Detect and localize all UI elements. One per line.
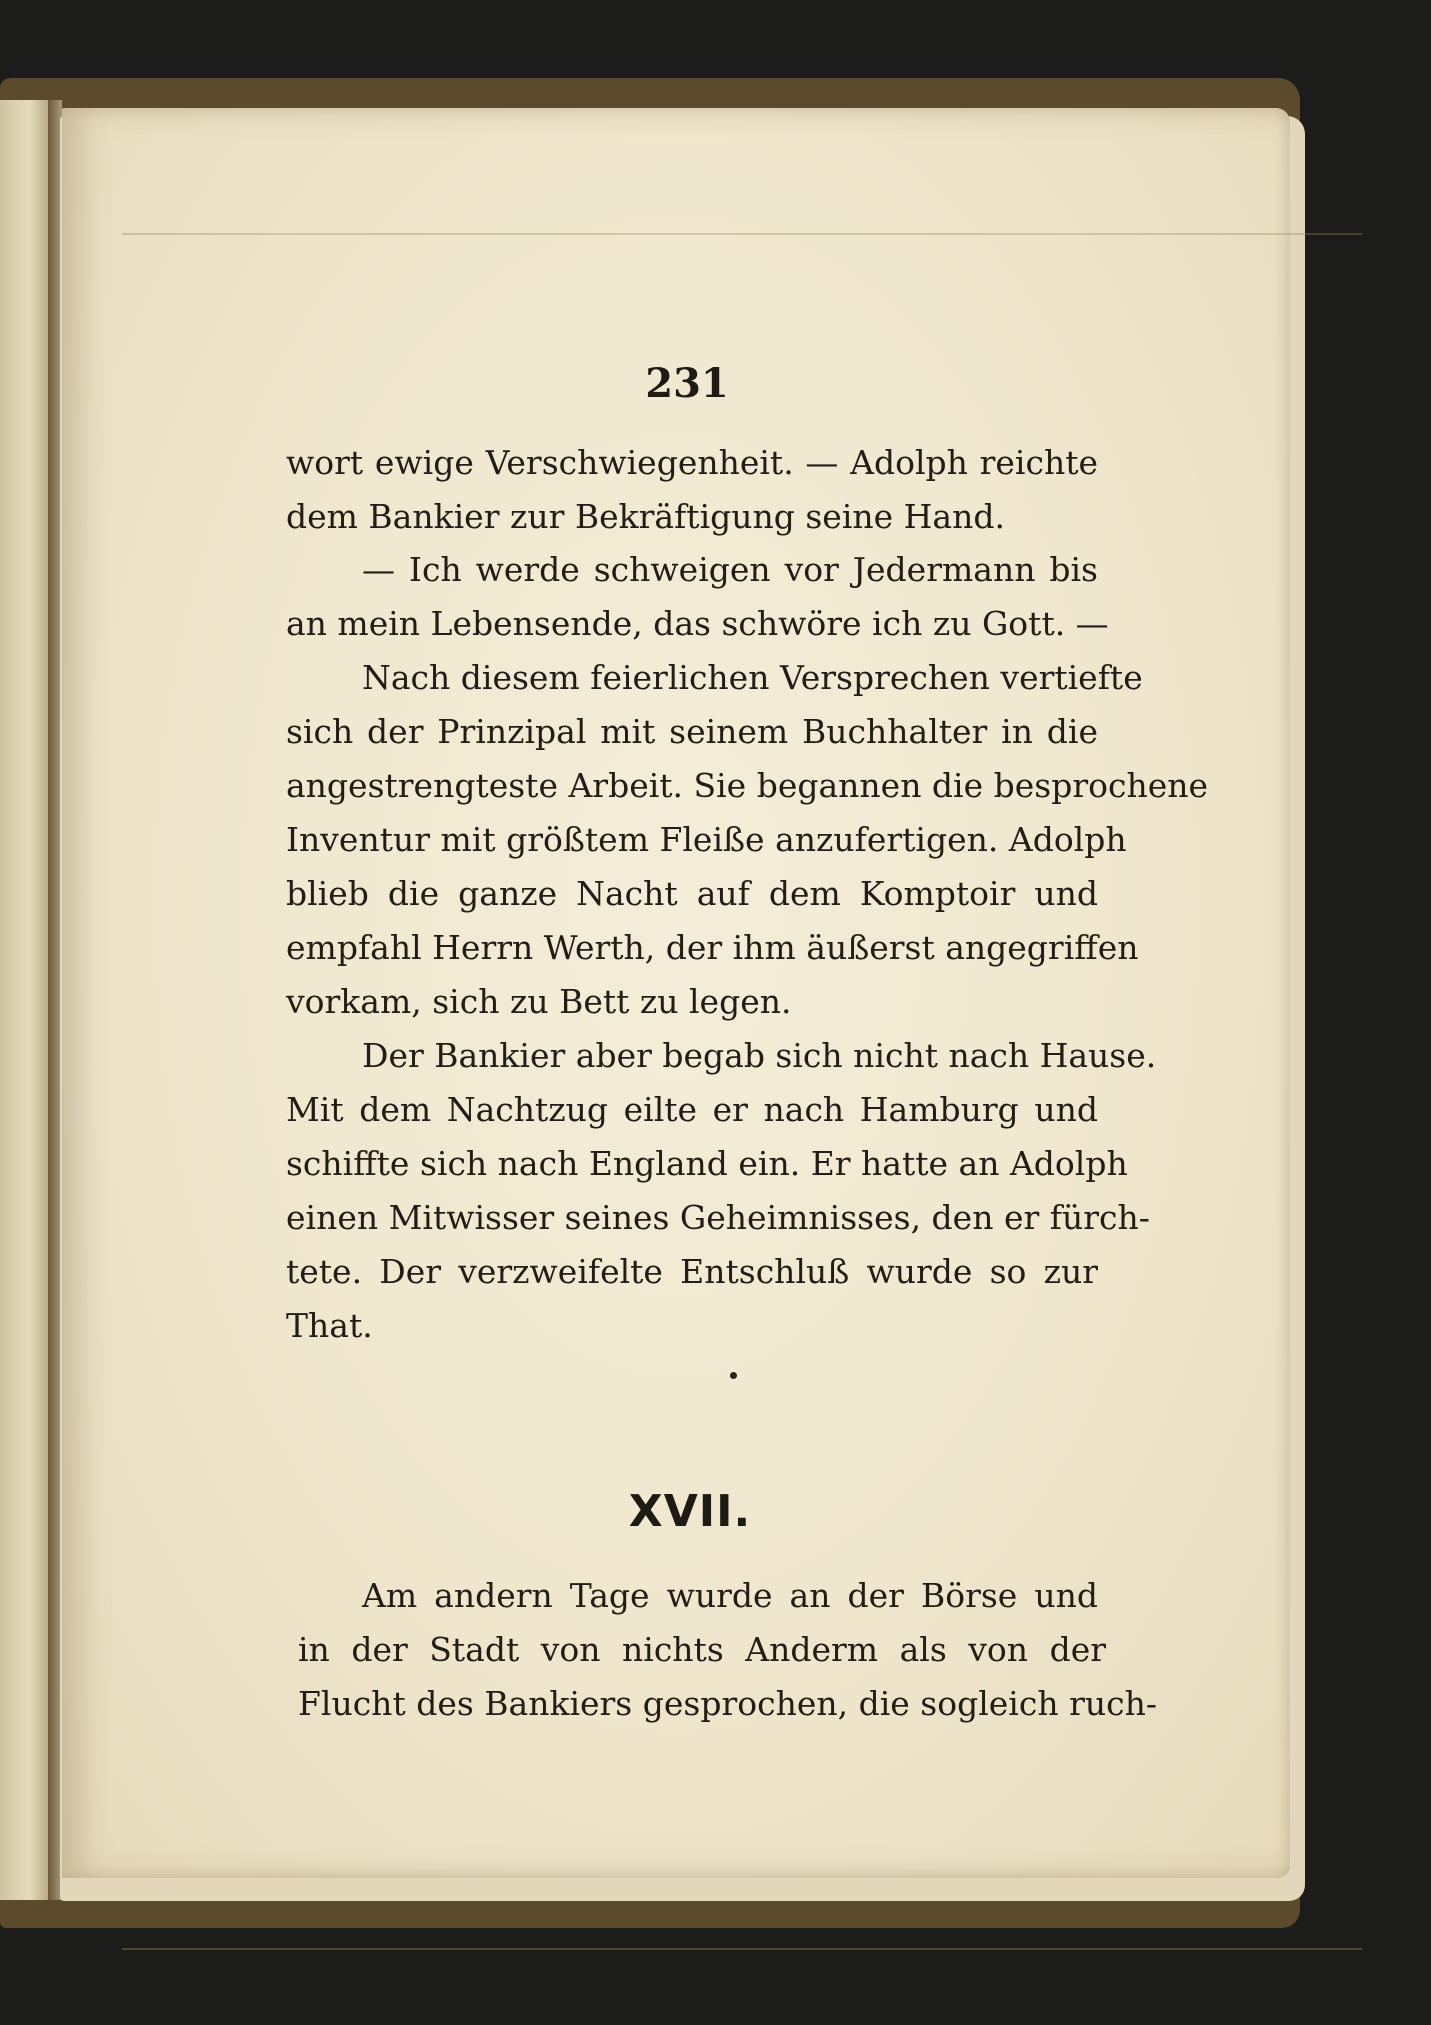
text-line: — Ich werde schweigen vor Jedermann bis bbox=[362, 550, 1098, 589]
text-line: wort ewige Verschwiegenheit. — Adolph reichte bbox=[286, 443, 1098, 482]
left-page-edge bbox=[0, 100, 50, 1900]
text-line: einen Mitwisser seines Geheimnisses, den er fürch- bbox=[286, 1198, 1150, 1237]
text-line: in der Stadt von nichts Anderm als von der bbox=[298, 1630, 1106, 1669]
text-line: an mein Lebensende, das schwöre ich zu Gott. — bbox=[286, 604, 1109, 643]
text-line: schiffte sich nach England ein. Er hatte an Adolph bbox=[286, 1144, 1128, 1183]
text-line: Mit dem Nachtzug eilte er nach Hamburg und bbox=[286, 1090, 1098, 1129]
text-line: empfahl Herrn Werth, der ihm äußerst angegriffen bbox=[286, 928, 1139, 967]
text-line: angestrengteste Arbeit. Sie begannen die besprochene bbox=[286, 766, 1209, 805]
text-line: Nach diesem feierlichen Versprechen vertiefte bbox=[362, 658, 1143, 697]
text-line: That. bbox=[286, 1306, 373, 1345]
page-fold-line bbox=[122, 233, 1362, 235]
text-line: Flucht des Bankiers gesprochen, die sogleich ruch- bbox=[298, 1684, 1157, 1723]
text-line: sich der Prinzipal mit seinem Buchhalter in die bbox=[286, 712, 1098, 751]
text-line: Der Bankier aber begab sich nicht nach Hause. bbox=[362, 1036, 1157, 1075]
book-page bbox=[62, 108, 1290, 1878]
chapter-heading: XVII. bbox=[628, 1486, 752, 1537]
ink-speck bbox=[730, 1372, 737, 1379]
page-edge-line bbox=[122, 1948, 1362, 1950]
text-line: Am andern Tage wurde an der Börse und bbox=[362, 1576, 1098, 1615]
text-line: blieb die ganze Nacht auf dem Komptoir und bbox=[286, 874, 1098, 913]
text-line: dem Bankier zur Bekräftigung seine Hand. bbox=[286, 497, 1005, 536]
text-line: Inventur mit größtem Fleiße anzufertigen. Adolph bbox=[286, 820, 1127, 859]
page-number: 231 bbox=[645, 360, 729, 407]
text-line: vorkam, sich zu Bett zu legen. bbox=[286, 982, 792, 1021]
text-line: tete. Der verzweifelte Entschluß wurde so zur bbox=[286, 1252, 1098, 1291]
